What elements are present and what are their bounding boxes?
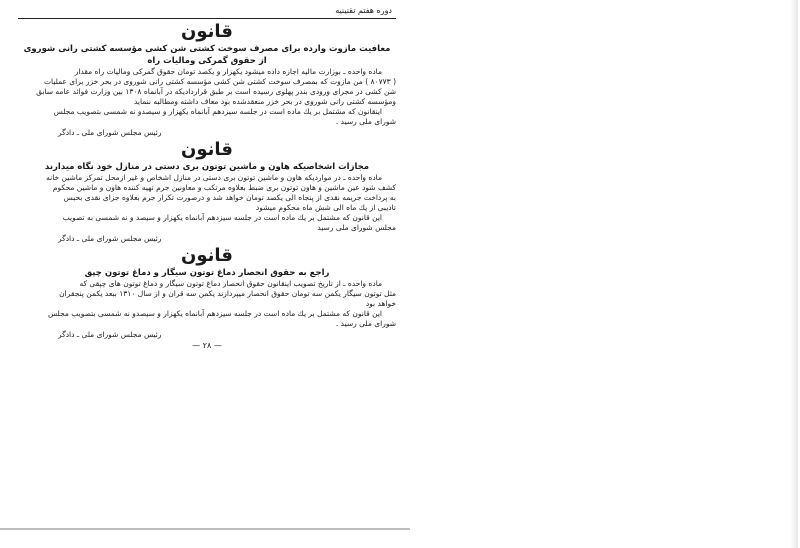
- law-text-line: به پرداخت جریمه نقدی از پنجاه الی یکصد تومان خواهد شد و درصورت تکرار جرم بعلاوه جزای نقدی بحبس: [63, 193, 396, 202]
- law-section: [18, 21, 396, 138]
- law-text-line: اینقانون که مشتمل بر یك ماده است در جلسه سیزدهم آبانماه یکهزار و سیصدو نه شمسی بتصویب مجلس: [53, 107, 382, 116]
- law-text-line: ( ۸۰۷۷۳ ) من مازوت که بمصرف سوخت کشتی شن کشی مؤسسه کشتی رانی شوروی در بحر خزر برای عملیات: [43, 77, 396, 86]
- law-title: قانون: [181, 139, 233, 160]
- law-text-line: این قانون که مشتمل بر یك ماده است در جلسه سیزدهم آبانماه یکهزار و سیصد و نه شمسی به تصویب: [62, 213, 382, 222]
- law-subtitle: مجازات اشخاصیکه هاون و ماشین توتون بری دستی در منازل خود نگاه میدارند: [44, 162, 370, 172]
- law-text-line: ماده واحده ـ از تاریخ تصویب اینقانون حقوق انحصار دماغ توتون سیگار و دماغ توتون های چپقی که: [79, 279, 382, 288]
- law-text-line: شن کشی در مجرای ورودی بندر پهلوی رسیده است بر طبق قراردادیکه در آبانماه ۱۳۰۸ بین وزارت فوائد عامه سابق: [36, 87, 396, 96]
- law-subtitle: راجع به حقوق انحصار دماغ توتون سیگار و دماغ توتون چپق: [84, 268, 330, 278]
- law-section: [18, 139, 396, 244]
- law-text-line: تادیبی از یك ماه الی شش ماه محکوم میشود: [255, 203, 396, 212]
- law-section: [18, 245, 396, 340]
- document-page: [0, 0, 410, 530]
- law-subtitle: از حقوق گمرکی ومالیات راه: [147, 56, 267, 66]
- page-edge: [790, 0, 798, 548]
- law-text-line: خواهد بود: [365, 299, 396, 308]
- page-number: — ۲۸ —: [192, 341, 222, 350]
- law-text-line: مثل توتون سیگار یکمن سه تومان حقوق انحصار میپردازند یکمن سه قران و از سال ۱۳۱۰ ببعد یکمن پنجقران: [59, 289, 396, 298]
- law-text-line: ماده واحده ـ بوزارت مالیه اجازه داده میشود یکهزار و یکصد تومان حقوق گمرکی ومالیات راه مقدار: [74, 67, 382, 76]
- law-text-line: مجلس شورای ملی رسید: [317, 223, 396, 232]
- signature: رئیس مجلس شورای ملی ـ دادگر: [58, 234, 162, 243]
- law-text-line: این قانون که مشتمل بر یك ماده است در جلسه سیزدهم آبانماه یکهزار و سیصدو نه شمسی بتصویب مجلس: [47, 309, 382, 318]
- law-text-line: ومؤسسه کشتی رانی شوروی در بحر خزر منعقدشده بود معاف داشته ومطالبه ننماید: [133, 97, 396, 106]
- law-text-line: شورای ملی رسید .: [335, 117, 396, 126]
- law-subtitle: معافیت مازوت وارده برای مصرف سوخت کشتی شن کشی مؤسسه کشتی رانی شوروی: [23, 44, 391, 54]
- signature: رئیس مجلس شورای ملی ـ دادگر: [58, 128, 162, 137]
- law-text-line: ماده واحده ـ در مواردیکه هاون و ماشین توتون بری دستی در منازل اشخاص و غیر ازمحل تمرکز ماشین خانه: [46, 173, 382, 182]
- running-header: دوره هفتم تقنینیه: [335, 6, 392, 15]
- blank-page: [412, 0, 798, 548]
- signature: رئیس مجلس شورای ملی ـ دادگر: [58, 330, 162, 339]
- law-title: قانون: [181, 21, 233, 42]
- law-title: قانون: [181, 245, 233, 266]
- header-rule: [18, 18, 396, 19]
- law-text-line: شورای ملی رسید .: [335, 319, 396, 328]
- law-text-line: کشف شود عین ماشین و هاون توتون بری ضبط بعلاوه مرتکب و معاونین جرم تهیه کننده هاون و ماشین محکوم: [52, 183, 396, 192]
